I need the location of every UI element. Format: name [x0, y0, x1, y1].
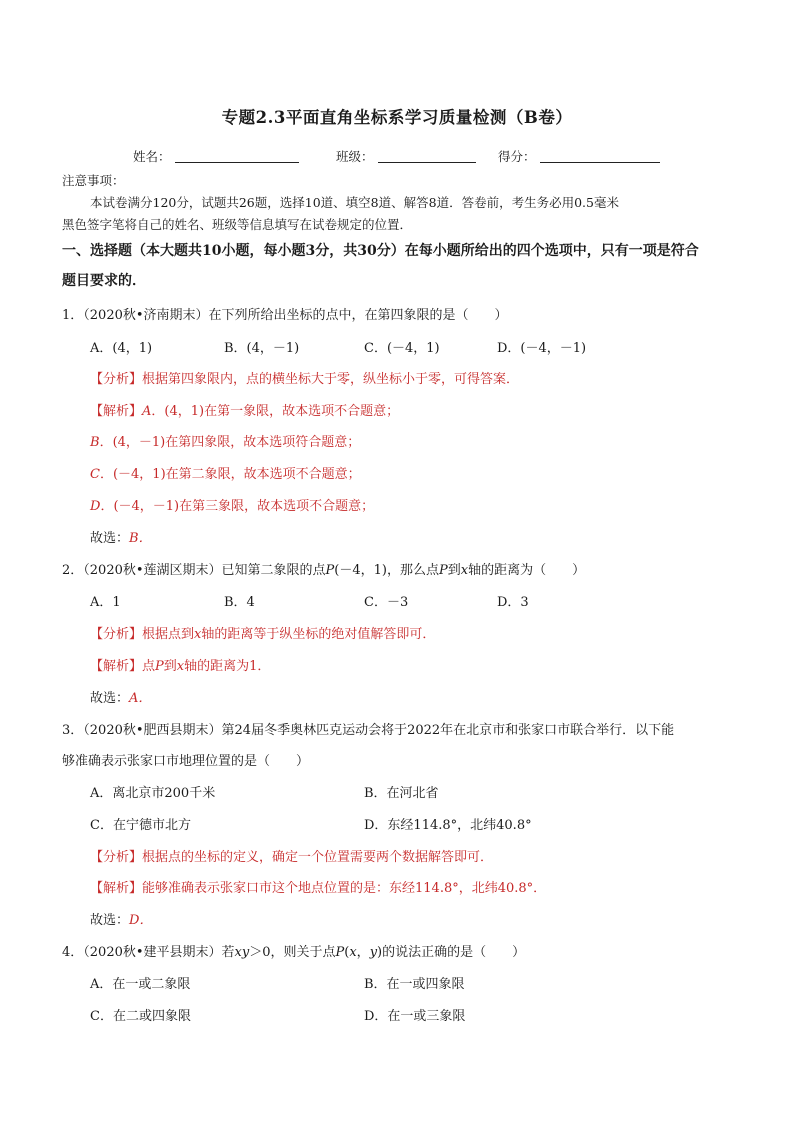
- q4-stem-x: x: [349, 945, 357, 960]
- q1-solution-d-letter: D: [90, 499, 101, 514]
- q1-answer-value: B．: [129, 531, 152, 546]
- q3-option-b: B．在河北省: [364, 786, 439, 801]
- q2-stem-to: 到: [447, 563, 461, 578]
- class-field: [336, 147, 476, 165]
- q2-option-a: A．1: [90, 595, 121, 610]
- page-title: 专题2.3平面直角坐标系学习质量检测（B卷）: [221, 108, 573, 127]
- q4-stem-y: y: [369, 945, 378, 960]
- q3-solution-text: 能够准确表示张家口市这个地点位置的是：东经114.8°，北纬40.8°．: [142, 881, 547, 896]
- q1-option-a: A．(4，1): [90, 341, 153, 356]
- name-field: [133, 147, 299, 165]
- q3-analysis: [90, 846, 493, 865]
- score-blank: [540, 150, 660, 163]
- q2-stem-point-2: P: [438, 563, 448, 578]
- q2-stem-pre: 2．（2020秋•莲湖区期末）已知第二象限的点: [62, 563, 326, 578]
- q4-option-d: D．在一或三象限: [364, 1009, 466, 1024]
- q4-option-c: C．在二或四象限: [90, 1009, 191, 1024]
- q4-stem-post: )的说法正确的是（ ）: [377, 945, 526, 960]
- q3-analysis-tag: 【分析】: [90, 850, 143, 865]
- q1-answer: [90, 527, 152, 546]
- q2-stem: [62, 559, 585, 578]
- q2-stem-point: P: [325, 563, 335, 578]
- q4-stem-point: P: [335, 945, 345, 960]
- section-heading-line-1: 一、选择题（本大题共10小题，每小题3分，共30分）在每小题所给出的四个选项中，只有一项是符合: [62, 243, 699, 259]
- q3-option-a: A．离北京市200千米: [90, 786, 216, 801]
- q2-answer-label: 故选：: [90, 691, 130, 706]
- name-label: 姓名：: [133, 149, 171, 164]
- q4-stem-comma: ，: [356, 945, 370, 960]
- q1-solution-a-text: ．(4，1)在第一象限，故本选项不合题意；: [151, 404, 400, 419]
- q2-option-b: B．4: [224, 595, 255, 610]
- q3-stem-line-2: 够准确表示张家口市地理位置的是（ ）: [62, 754, 310, 769]
- q1-answer-label: 故选：: [90, 531, 130, 546]
- section-heading-line-2: 题目要求的．: [62, 273, 146, 289]
- q2-analysis: [90, 623, 435, 642]
- q3-solution-tag: 【解析】: [90, 881, 143, 896]
- q2-analysis-post: 轴的距离等于纵坐标的绝对值解答即可．: [201, 627, 436, 642]
- q2-solution-point: P: [155, 659, 164, 674]
- q1-solution-c: [90, 463, 361, 482]
- q2-solution: [90, 655, 270, 674]
- q2-option-d: D．3: [497, 595, 529, 610]
- q3-answer-value: D．: [129, 913, 153, 928]
- q1-analysis: [90, 368, 519, 387]
- score-label: 得分：: [498, 149, 536, 164]
- q2-analysis-tag: 【分析】: [90, 627, 143, 642]
- q3-solution: [90, 877, 546, 896]
- q1-solution-tag: 【解析】: [90, 404, 143, 419]
- q2-analysis-x: x: [194, 627, 202, 642]
- q2-solution-tag: 【解析】: [90, 659, 143, 674]
- q2-solution-x: x: [176, 659, 185, 674]
- q2-solution-mid: 到: [163, 659, 177, 674]
- q2-answer: [90, 687, 151, 706]
- q4-stem: [62, 941, 525, 960]
- notes-line-2: 黑色签字笔将自己的姓名、班级等信息填写在试卷规定的位置．: [62, 217, 413, 232]
- q4-option-b: B．在一或四象限: [364, 977, 465, 992]
- q1-solution-d-text: ．(－4，－1)在第三象限，故本选项不合题意；: [100, 499, 375, 514]
- q1-solution-a-letter: A: [142, 404, 152, 419]
- q1-solution-d: [90, 495, 374, 514]
- q1-solution-c-text: ．(－4，1)在第二象限，故本选项不合题意；: [99, 467, 361, 482]
- class-label: 班级：: [336, 149, 374, 164]
- notes-heading: 注意事项：: [62, 173, 125, 188]
- q2-option-c: C．－3: [364, 595, 409, 610]
- q1-option-d: D．(－4，－1): [497, 341, 587, 356]
- q4-option-a: A．在一或二象限: [90, 977, 191, 992]
- q2-stem-mid: (－4，1)，那么点: [334, 563, 439, 578]
- q1-stem: 1．（2020秋•济南期末）在下列所给出坐标的点中，在第四象限的是（ ）: [62, 308, 508, 323]
- q4-stem-xy: xy: [234, 945, 250, 960]
- q1-option-b: B．(4，－1): [224, 341, 300, 356]
- q2-analysis-pre: 根据点到: [142, 627, 195, 642]
- q4-stem-gt: ＞0，则关于点: [249, 945, 336, 960]
- q3-stem-line-1: 3．（2020秋•肥西县期末）第24届冬季奥林匹克运动会将于2022年在北京市和张家口市联合举行．以下能: [62, 723, 675, 738]
- q2-solution-pre: 点: [142, 659, 156, 674]
- q4-stem-pre: 4．（2020秋•建平县期末）若: [62, 945, 235, 960]
- q3-answer: [90, 909, 152, 928]
- notes-line-1: 本试卷满分120分，试题共26题，选择10道、填空8道、解答8道．答卷前，考生务必用0.5毫米: [90, 195, 619, 210]
- name-blank: [175, 150, 299, 163]
- q3-analysis-text: 根据点的坐标的定义，确定一个位置需要两个数据解答即可．: [142, 850, 494, 865]
- q1-solution-b-text: ．(4，－1)在第四象限，故本选项符合题意；: [99, 435, 361, 450]
- q3-option-c: C．在宁德市北方: [90, 818, 191, 833]
- q1-analysis-tag: 【分析】: [90, 372, 143, 387]
- q4-stem-open: (: [344, 945, 350, 960]
- q3-option-d: D．东经114.8°，北纬40.8°: [364, 818, 532, 833]
- q1-analysis-text: 根据第四象限内，点的横坐标大于零，纵坐标小于零，可得答案．: [142, 372, 520, 387]
- q1-solution-b: [90, 431, 360, 450]
- q3-answer-label: 故选：: [90, 913, 130, 928]
- q2-solution-post: 轴的距离为1．: [184, 659, 271, 674]
- q1-solution-b-letter: B: [90, 435, 100, 450]
- q2-stem-x: x: [460, 563, 469, 578]
- q2-stem-post: 轴的距离为（ ）: [468, 563, 586, 578]
- class-blank: [378, 150, 476, 163]
- score-field: [498, 147, 660, 165]
- q1-option-c: C．(－4，1): [364, 341, 440, 356]
- q2-answer-value: A．: [129, 691, 152, 706]
- q1-solution-a: [90, 400, 399, 419]
- q1-solution-c-letter: C: [90, 467, 100, 482]
